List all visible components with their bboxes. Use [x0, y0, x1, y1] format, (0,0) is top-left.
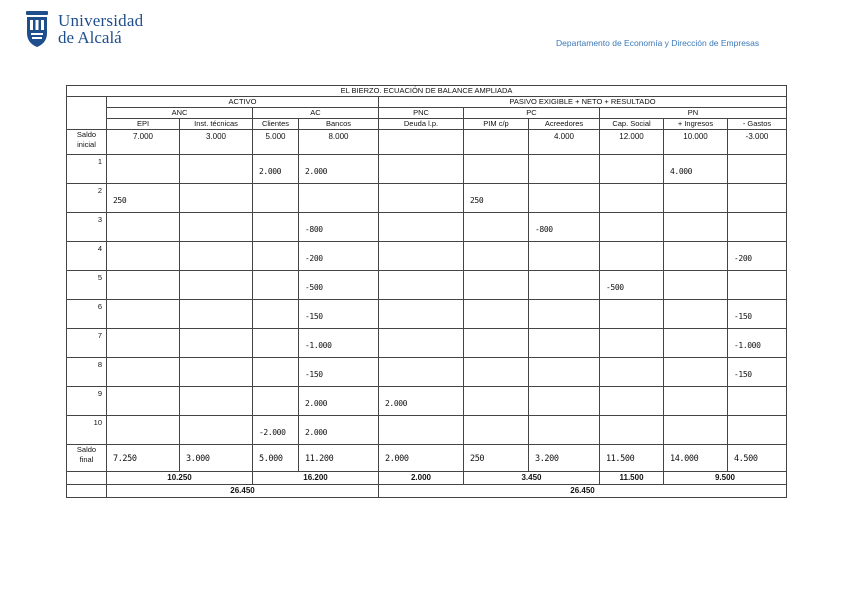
- cell-value: [253, 300, 299, 329]
- cell-value: [379, 300, 464, 329]
- cell-value: [253, 184, 299, 213]
- row-label: 3: [67, 213, 107, 242]
- cell-value: [529, 300, 600, 329]
- cell-value: [464, 329, 529, 358]
- row-label: 5: [67, 271, 107, 300]
- cell-value: [379, 329, 464, 358]
- cell-value: 11.500: [600, 445, 664, 472]
- cell-value: [180, 271, 253, 300]
- cell-value: 250: [107, 184, 180, 213]
- total-pc: 3.450: [464, 472, 600, 485]
- cell-value: [600, 213, 664, 242]
- cell-value: -150: [299, 300, 379, 329]
- cell-value: [664, 329, 728, 358]
- cell-value: -800: [299, 213, 379, 242]
- cell-value: -150: [728, 300, 787, 329]
- cell-value: [379, 358, 464, 387]
- cell-value: [728, 271, 787, 300]
- column-header: Clientes: [253, 119, 299, 130]
- cell-value: [379, 242, 464, 271]
- cell-value: [600, 387, 664, 416]
- cell-value: [464, 213, 529, 242]
- transaction-row: [67, 416, 787, 445]
- transaction-row: [67, 387, 787, 416]
- cell-value: [253, 358, 299, 387]
- row-label: 6: [67, 300, 107, 329]
- cell-value: [664, 242, 728, 271]
- cell-value: 5.000: [253, 130, 299, 155]
- cell-value: [664, 300, 728, 329]
- cell-value: [529, 329, 600, 358]
- cell-value: 3.000: [180, 130, 253, 155]
- column-header: Acreedores: [529, 119, 600, 130]
- row-label: 7: [67, 329, 107, 358]
- cell-value: 3.200: [529, 445, 600, 472]
- cell-value: 8.000: [299, 130, 379, 155]
- cell-value: [464, 242, 529, 271]
- row-label-saldo-final: Saldo final: [67, 445, 107, 472]
- cell-value: 250: [464, 184, 529, 213]
- row-saldo-final: [67, 445, 787, 472]
- subtotals-row: [67, 472, 787, 485]
- cell-value: [180, 329, 253, 358]
- cell-value: -500: [299, 271, 379, 300]
- cell-value: [600, 300, 664, 329]
- cell-value: 7.000: [107, 130, 180, 155]
- cell-value: [464, 155, 529, 184]
- university-name-line2: de Alcalá: [58, 28, 122, 47]
- cell-value: [464, 416, 529, 445]
- cell-value: -2.000: [253, 416, 299, 445]
- cell-value: [728, 416, 787, 445]
- cell-value: 3.000: [180, 445, 253, 472]
- cell-value: 2.000: [299, 416, 379, 445]
- transaction-row: [67, 242, 787, 271]
- cell-value: [728, 213, 787, 242]
- cell-value: 2.000: [379, 387, 464, 416]
- cell-value: [107, 387, 180, 416]
- total-resultado: 9.500: [664, 472, 787, 485]
- cell-value: 5.000: [253, 445, 299, 472]
- cell-value: [253, 329, 299, 358]
- total-ac: 16.200: [253, 472, 379, 485]
- cell-value: [379, 416, 464, 445]
- subgroup-pn: PN: [600, 108, 787, 119]
- cell-value: [180, 213, 253, 242]
- column-header: Inst. técnicas: [180, 119, 253, 130]
- cell-value: [379, 271, 464, 300]
- cell-value: [253, 271, 299, 300]
- transaction-row: [67, 329, 787, 358]
- cell-value: [464, 271, 529, 300]
- cell-value: 2.000: [299, 155, 379, 184]
- row-label: 8: [67, 358, 107, 387]
- cell-value: [728, 387, 787, 416]
- cell-value: 2.000: [253, 155, 299, 184]
- cell-value: [600, 416, 664, 445]
- cell-value: [529, 271, 600, 300]
- cell-value: [464, 387, 529, 416]
- cell-value: [600, 242, 664, 271]
- row-label: 4: [67, 242, 107, 271]
- transaction-row: [67, 184, 787, 213]
- transaction-row: [67, 300, 787, 329]
- corner-cell: [67, 97, 107, 130]
- cell-value: 10.000: [664, 130, 728, 155]
- cell-value: [728, 184, 787, 213]
- cell-value: 2.000: [379, 445, 464, 472]
- cell-value: [529, 358, 600, 387]
- group-pasivo: PASIVO EXIGIBLE + NETO + RESULTADO: [379, 97, 787, 108]
- cell-value: [180, 155, 253, 184]
- cell-value: [529, 242, 600, 271]
- cell-value: -3.000: [728, 130, 787, 155]
- subgroup-pc: PC: [464, 108, 600, 119]
- cell-value: 2.000: [299, 387, 379, 416]
- cell-value: [180, 416, 253, 445]
- column-header: EPI: [107, 119, 180, 130]
- cell-value: [180, 242, 253, 271]
- column-header: Bancos: [299, 119, 379, 130]
- cell-value: 4.000: [529, 130, 600, 155]
- cell-value: [529, 416, 600, 445]
- cell-value: [253, 387, 299, 416]
- cell-value: [600, 155, 664, 184]
- cell-value: [600, 329, 664, 358]
- cell-value: [529, 155, 600, 184]
- university-name-line1: Universidad: [58, 11, 144, 30]
- cell-value: [107, 358, 180, 387]
- cell-value: [180, 184, 253, 213]
- cell-value: [379, 213, 464, 242]
- transaction-row: [67, 155, 787, 184]
- cell-value: [664, 213, 728, 242]
- row-label: 10: [67, 416, 107, 445]
- cell-value: [600, 358, 664, 387]
- column-header: + Ingresos: [664, 119, 728, 130]
- cell-value: [464, 300, 529, 329]
- subgroup-pnc: PNC: [379, 108, 464, 119]
- cell-value: -150: [728, 358, 787, 387]
- cell-value: -200: [299, 242, 379, 271]
- cell-value: [180, 300, 253, 329]
- cell-value: -150: [299, 358, 379, 387]
- cell-value: [379, 155, 464, 184]
- total-pnc: 2.000: [379, 472, 464, 485]
- cell-value: [107, 242, 180, 271]
- total-anc: 10.250: [107, 472, 253, 485]
- table-title: EL BIERZO. ECUACIÓN DE BALANCE AMPLIADA: [67, 86, 787, 97]
- balance-table: [66, 85, 787, 498]
- row-saldo-inicial: [67, 130, 787, 155]
- cell-value: [529, 387, 600, 416]
- cell-value: 4.500: [728, 445, 787, 472]
- cell-value: [664, 271, 728, 300]
- university-logo: [22, 8, 143, 50]
- row-label: 2: [67, 184, 107, 213]
- cell-value: 11.200: [299, 445, 379, 472]
- column-header: - Gastos: [728, 119, 787, 130]
- cell-value: 250: [464, 445, 529, 472]
- cell-value: [107, 300, 180, 329]
- cell-value: [107, 329, 180, 358]
- cell-value: [107, 271, 180, 300]
- university-crest-icon: [22, 9, 52, 49]
- cell-value: 4.000: [664, 155, 728, 184]
- row-label: 1: [67, 155, 107, 184]
- column-header: Cap. Social: [600, 119, 664, 130]
- cell-value: [529, 184, 600, 213]
- cell-value: -1.000: [728, 329, 787, 358]
- cell-value: [664, 184, 728, 213]
- column-header: PIM c/p: [464, 119, 529, 130]
- cell-value: 12.000: [600, 130, 664, 155]
- transaction-row: [67, 358, 787, 387]
- cell-value: [664, 387, 728, 416]
- cell-value: [180, 387, 253, 416]
- cell-value: -200: [728, 242, 787, 271]
- cell-value: [379, 130, 464, 155]
- cell-value: 7.250: [107, 445, 180, 472]
- cell-value: [180, 358, 253, 387]
- grand-total-activo: 26.450: [107, 485, 379, 498]
- grand-total-pasivo: 26.450: [379, 485, 787, 498]
- column-header: Deuda l.p.: [379, 119, 464, 130]
- cell-value: [253, 242, 299, 271]
- cell-value: [107, 213, 180, 242]
- empty-cell: [67, 485, 107, 498]
- empty-cell: [67, 472, 107, 485]
- cell-value: -500: [600, 271, 664, 300]
- row-label: 9: [67, 387, 107, 416]
- subgroup-ac: AC: [253, 108, 379, 119]
- cell-value: [664, 416, 728, 445]
- cell-value: [464, 358, 529, 387]
- group-activo: ACTIVO: [107, 97, 379, 108]
- cell-value: [464, 130, 529, 155]
- grand-totals-row: [67, 485, 787, 498]
- cell-value: [107, 155, 180, 184]
- cell-value: [664, 358, 728, 387]
- cell-value: [299, 184, 379, 213]
- cell-value: -1.000: [299, 329, 379, 358]
- cell-value: [600, 184, 664, 213]
- transaction-row: [67, 213, 787, 242]
- cell-value: [728, 155, 787, 184]
- row-label-saldo-inicial: Saldo inicial: [67, 130, 107, 155]
- cell-value: [379, 184, 464, 213]
- transaction-row: [67, 271, 787, 300]
- department-name: Departamento de Economía y Dirección de Empresas: [556, 38, 760, 48]
- cell-value: 14.000: [664, 445, 728, 472]
- subgroup-anc: ANC: [107, 108, 253, 119]
- cell-value: [107, 416, 180, 445]
- cell-value: -800: [529, 213, 600, 242]
- cell-value: [253, 213, 299, 242]
- total-cap-social: 11.500: [600, 472, 664, 485]
